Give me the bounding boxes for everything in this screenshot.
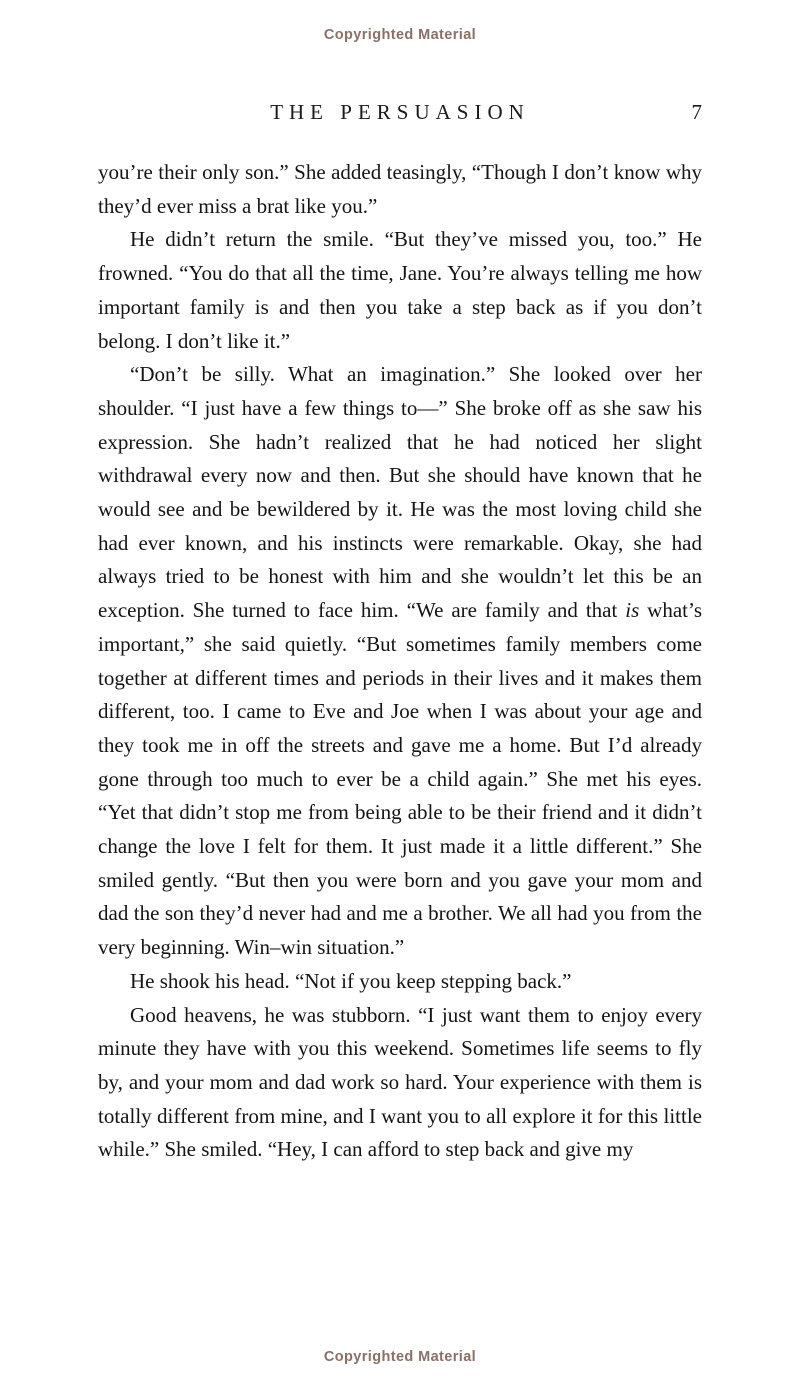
text-segment: “Don’t be silly. What an imagination.” She looked over her shoulder. “I just have a few things to—” She broke off as she saw his expression. She hadn’t realized that he had noticed her slight withdrawal every now and then. But she should have known that he would see and be bewildered by it. He was the most loving child she had ever known, and his instincts were remarkable. Okay, she had always tried to be honest with him and she wouldn’t let this be an exception. She turned to face him. “We are family and that	[98, 362, 702, 623]
paragraph	[98, 156, 702, 223]
body-text	[98, 156, 702, 1167]
text-segment: Good heavens, he was stubborn. “I just want them to enjoy every minute they have with you this weekend. Sometimes life seems to fly by, and your mom and dad work so hard. Your experience with them is totally different from mine, and I want you to all explore it for this little while.” She smiled. “Hey, I can afford to step back and give my	[98, 1002, 702, 1162]
running-head	[98, 100, 702, 126]
copyright-notice-bottom: Copyrighted Material	[323, 1349, 477, 1365]
copyright-notice-top: Copyrighted Material	[323, 27, 477, 43]
text-segment: you’re their only son.” She added teasingly, “Though I don’t know why they’d ever miss a brat like you.”	[98, 160, 702, 218]
page-number: 7	[691, 100, 702, 124]
text-segment: is	[625, 598, 640, 623]
running-title: THE PERSUASION	[270, 100, 530, 124]
paragraph	[98, 965, 702, 999]
text-segment: what’s important,” she said quietly. “But sometimes family members come together at different times and periods in their lives and it makes them different, too. I came to Eve and Joe when I was about your age and they took me in off the streets and gave me a home. But I’d already gone through too much to ever be a child again.” She met his eyes. “Yet that didn’t stop me from being able to be their friend and it didn’t change the love I felt for them. It just made it a little different.” She smiled gently. “But then you were born and you gave your mom and dad the son they’d never had and me a brother. We all had you from the very beginning. Win–win situation.”	[98, 598, 702, 960]
text-segment: He shook his head. “Not if you keep stepping back.”	[130, 968, 572, 993]
paragraph	[98, 223, 702, 358]
paragraph	[98, 358, 702, 965]
text-segment: He didn’t return the smile. “But they’ve missed you, too.” He frowned. “You do that all the time, Jane. You’re always telling me how important family is and then you take a step back as if you don’t belong. I don’t like it.”	[98, 227, 702, 353]
paragraph	[98, 999, 702, 1168]
